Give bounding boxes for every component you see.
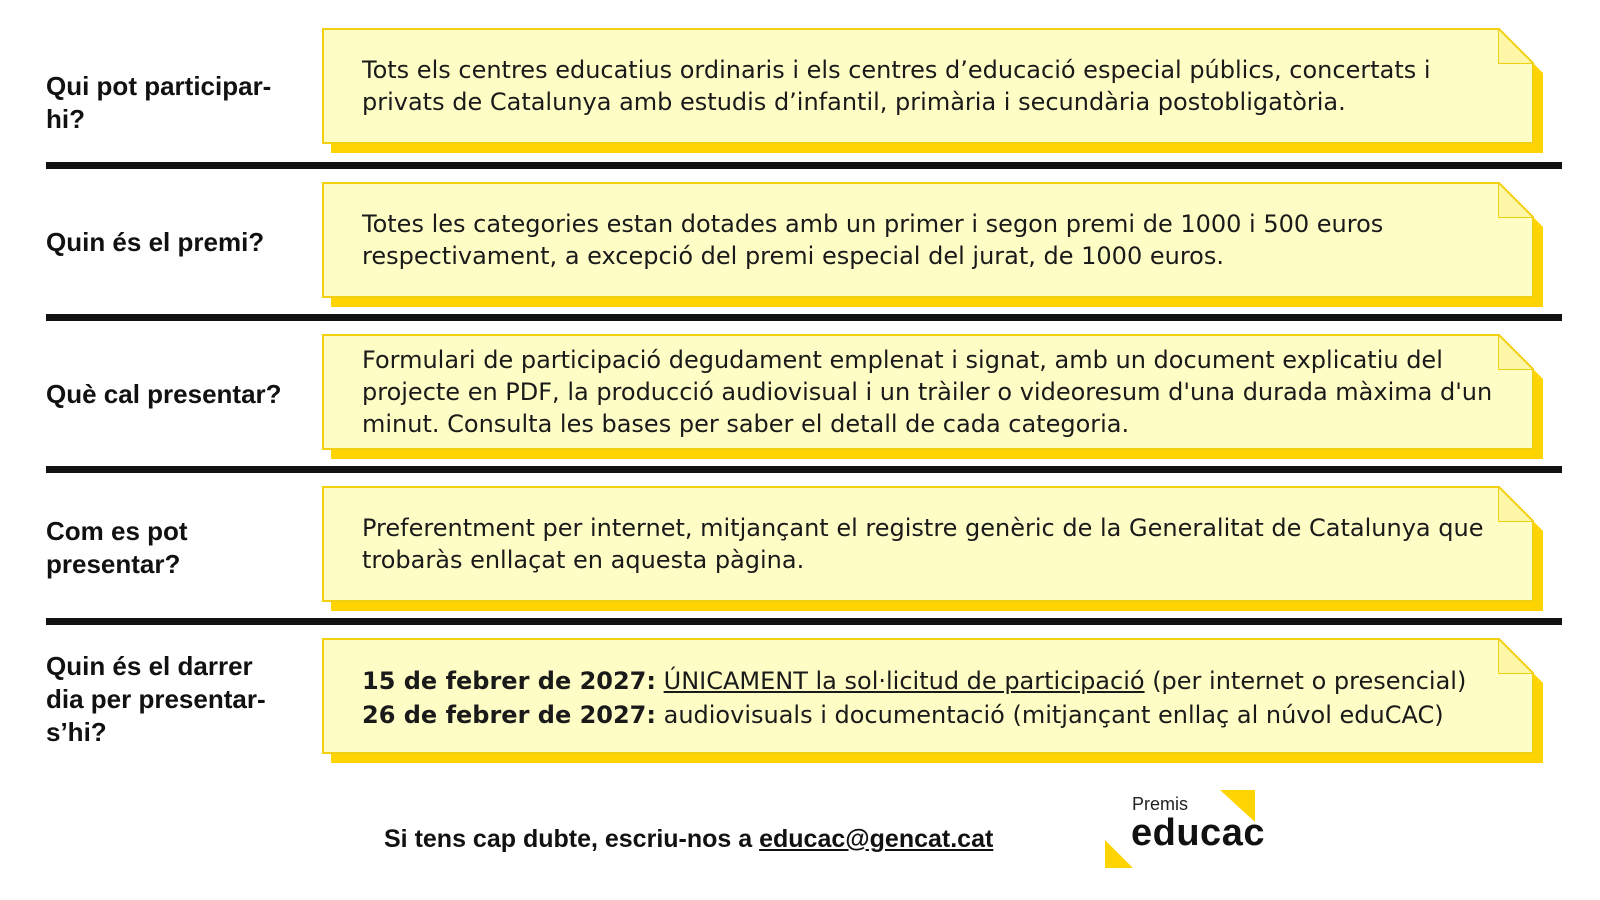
deadline-date: 15 de febrer de 2027: (362, 667, 656, 695)
deadline-date: 26 de febrer de 2027: (362, 701, 656, 729)
deadline-detail: (per internet o presencial) (1144, 667, 1467, 695)
answer-card (322, 638, 1534, 754)
divider (46, 162, 1562, 169)
logo-big-text: educac (1131, 812, 1265, 854)
contact-line (384, 825, 993, 854)
contact-text: Si tens cap dubte, escriu-nos a (384, 825, 760, 853)
answer-text: Tots els centres educatius ordinaris i els centres d’educació especial públics, concertats i privats de Catalunya amb estudis d’infantil, primària i secundària postobligatòria. (362, 56, 1431, 116)
deadline-line-2 (362, 698, 1514, 732)
folded-corner-icon (1498, 28, 1534, 64)
answer-card (322, 334, 1534, 450)
answer-text: Totes les categories estan dotades amb un primer i segon premi de 1000 i 500 euros respectivament, a excepció del premi especial del jurat, de 1000 euros. (362, 210, 1384, 270)
divider (46, 314, 1562, 321)
folded-corner-icon (1498, 182, 1534, 218)
email-link[interactable]: educac@gencat.cat (759, 825, 994, 853)
folded-corner-icon (1498, 334, 1534, 370)
answer-text: Preferentment per internet, mitjançant el registre genèric de la Generalitat de Catalunya que trobaràs enllaçat en aquesta pàgina. (362, 514, 1484, 574)
question-label: Què cal presentar? (46, 379, 282, 409)
divider (46, 466, 1562, 473)
question-label: Qui pot participar-hi? (46, 71, 272, 134)
premis-educac-logo (1105, 790, 1265, 880)
participation-request-link[interactable]: ÚNICAMENT la sol·licitud de participació (663, 667, 1145, 695)
answer-card (322, 182, 1534, 298)
question-label: Quin és el premi? (46, 227, 265, 257)
answer-card (322, 486, 1534, 602)
answer-text (362, 664, 1514, 732)
answer-text: Formulari de participació degudament emplenat i signat, amb un document explicatiu del projecte en PDF, la producció audiovisual i un tràiler o videoresum d'una durada màxima d'un minut. Consulta les bases per saber el detall de cada categoria. (362, 346, 1493, 438)
question-label: Quin és el darrer dia per presentar-s’hi? (46, 651, 266, 747)
divider (46, 618, 1562, 625)
folded-corner-icon (1498, 486, 1534, 522)
question-label: Com es pot presentar? (46, 516, 188, 579)
deadline-line-1 (362, 664, 1514, 698)
deadline-detail: audiovisuals i documentació (mitjançant enllaç al núvol eduCAC) (655, 701, 1444, 729)
logo-small-text: Premis (1132, 794, 1189, 814)
answer-card (322, 28, 1534, 144)
